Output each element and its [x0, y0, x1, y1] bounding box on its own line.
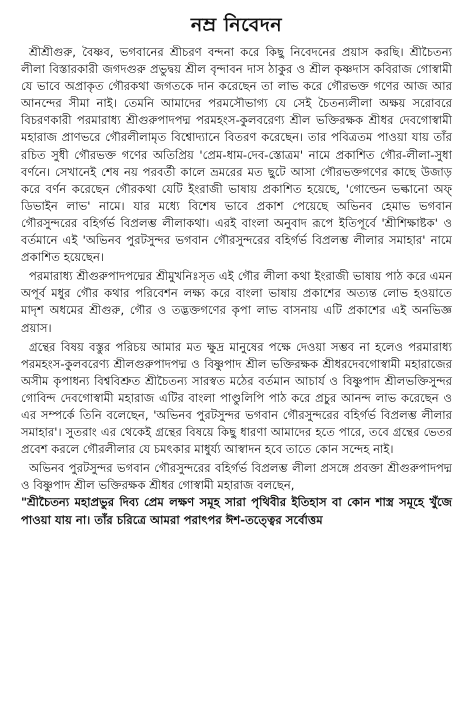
- paragraph-3: গ্রন্থের বিষয় বস্তুর পরিচয় আমার মত ক্ষুদ্র মানুষের পক্ষে দেওয়া সম্ভব না হলেও পরমারাধ্য পরমহংস-কুলবরেণ্য শ্রীলগুরুপাদপদ্ম ও বিষ্ণুপাদ শ্রীল ভক্তিরক্ষক শ্রীধরদেবগোস্বামী মহারাজের অসীম কৃপাধন্য বিশ্ববিশ্রুত শ্রীচৈতন্য সারস্বত মঠের বর্তমান আচার্য ও বিষ্ণুপাদ শ্রীলভক্তিসুন্দর গোবিন্দ দেবগোস্বামী মহারাজ এটির বাংলা পাণ্ডুলিপি পাঠ করে প্রচুর আনন্দ লাভ করেছেন ও এর সম্পর্কে তিনি বলেছেন, 'অভিনব পুরটসুন্দর ভগবান গৌরসুন্দরের বহির্গর্ভ বিপ্রলম্ভ লীলার সমাহার'। সুতরাং এর থেকেই গ্রন্থের বিষয়ে কিছু ধারণা আমাদের হতে পারে, তবে গ্রন্থের ভেতর প্রবেশ করলে গৌরলীলার যে চমৎকার মাধুর্য্য আস্বাদন হবে তাতে কোন সন্দেহ নাই।: [21, 339, 452, 457]
- paragraph-1: শ্রীশ্রীগুরু, বৈষ্ণব, ভগবানের শ্রীচরণ বন্দনা করে কিছু নিবেদনের প্রয়াস করছি। শ্রীচৈতন্য লীলা বিস্তারকারী জগদগুরু প্রভুদ্বয় শ্রীল বৃন্দাবন দাস ঠাকুর ও শ্রীল কৃষ্ণদাস কবিরাজ গোস্বামী যে ভাবে অপ্রাকৃত গৌরকথা জগতকে দান করেছেন তা লাভ করে গৌরভক্ত গণের আজ আর আনন্দের সীমা নাই। তেমনি আমাদের পরমসৌভাগ্য যে সেই চৈতন্যলীলা অক্ষয় সরোবরে বিচরণকারী পরমারাধ্য শ্রীগুরুপাদপদ্ম পরমহংস-কুলবরেণ্য শ্রীল ভক্তিরক্ষক শ্রীধর দেবগোস্বামী মহারাজ প্রাণভরে গৌরলীলামৃত বিশ্বোদ্যানে বিতরণ করেছেন। তার পবিত্রতম পাওয়া যায় তাঁর রচিত সুধী গৌরভক্ত গণের অতিপ্রিয় 'প্রেম-ধাম-দেব-স্তোত্রম' নামে প্রকাশিত গৌর-লীলা-সুধা বর্ণনে। সেখানেই শেষ নয় পরবর্তী কালে ভ্রমরের মত ছুটে আসা গৌরভক্তগণের কাছে উজাড় করে বর্ণন করেছেন গৌরকথা যেটি ইংরাজী ভাষায় প্রকাশিত হয়েছে, 'গোল্ডেন ভল্কানো অফ্ ডিভাইন লাভ' নামে। যার মধ্যে বিশেষ ভাবে প্রকাশ পেয়েছে অভিনব হেমাভ ভগবান গৌরসুন্দরের বহির্গর্ভ বিপ্রলম্ভ লীলাকথা। এরই বাংলা অনুবাদ রূপে ইতিপূর্বে 'শ্রীশিক্ষাষ্টক' ও বর্তমানে এই 'অভিনব পুরটসুন্দর ভগবান গৌরসুন্দরের বহির্গর্ভ বিপ্রলম্ভ লীলার সমাহার' নামে প্রকাশিত হয়েছেন।: [21, 45, 452, 265]
- paragraph-4: [21, 460, 452, 528]
- paragraph-4-text: অভিনব পুরটসুন্দর ভগবান গৌরসুন্দরের বহির্গর্ভ বিপ্রলম্ভ লীলা প্রসঙ্গে প্রবক্তা শ্রীগুরুপাদপদ্ম ও বিষ্ণুপাদ শ্রীল ভক্তিরক্ষক শ্রীধর গোস্বামী মহারাজ বলছেন,: [21, 461, 452, 493]
- paragraph-2: পরমারাধ্য শ্রীগুরুপাদপদ্মের শ্রীমুখনিঃসৃত এই গৌর লীলা কথা ইংরাজী ভাষায় পাঠ করে এমন অপূর্ব মধুর গৌর কথার পরিবেশন লক্ষ্য করে বাংলা ভাষায় প্রকাশের অত্যন্ত লোভ হওয়াতে মাদৃশ অধমের শ্রীগুরু, গৌর ও তদ্ভক্তগণের কৃপা লাভ বাসনায় এটি প্রকাশের এই অনভিজ্ঞ প্রয়াস।: [21, 269, 452, 335]
- quote-text: "শ্রীচৈতন্য মহাপ্রভুর দিব্য প্রেম লক্ষণ সমূহ সারা পৃথিবীর ইতিহাস বা কোন শাস্ত্র সমূহে খুঁজে পাওয়া যায় না। তাঁর চরিত্রে আমরা পরাৎপর ঈশ-তত্ত্বের সর্বোত্তম: [21, 495, 452, 527]
- page-title: নম্র নিবেদন: [190, 14, 283, 36]
